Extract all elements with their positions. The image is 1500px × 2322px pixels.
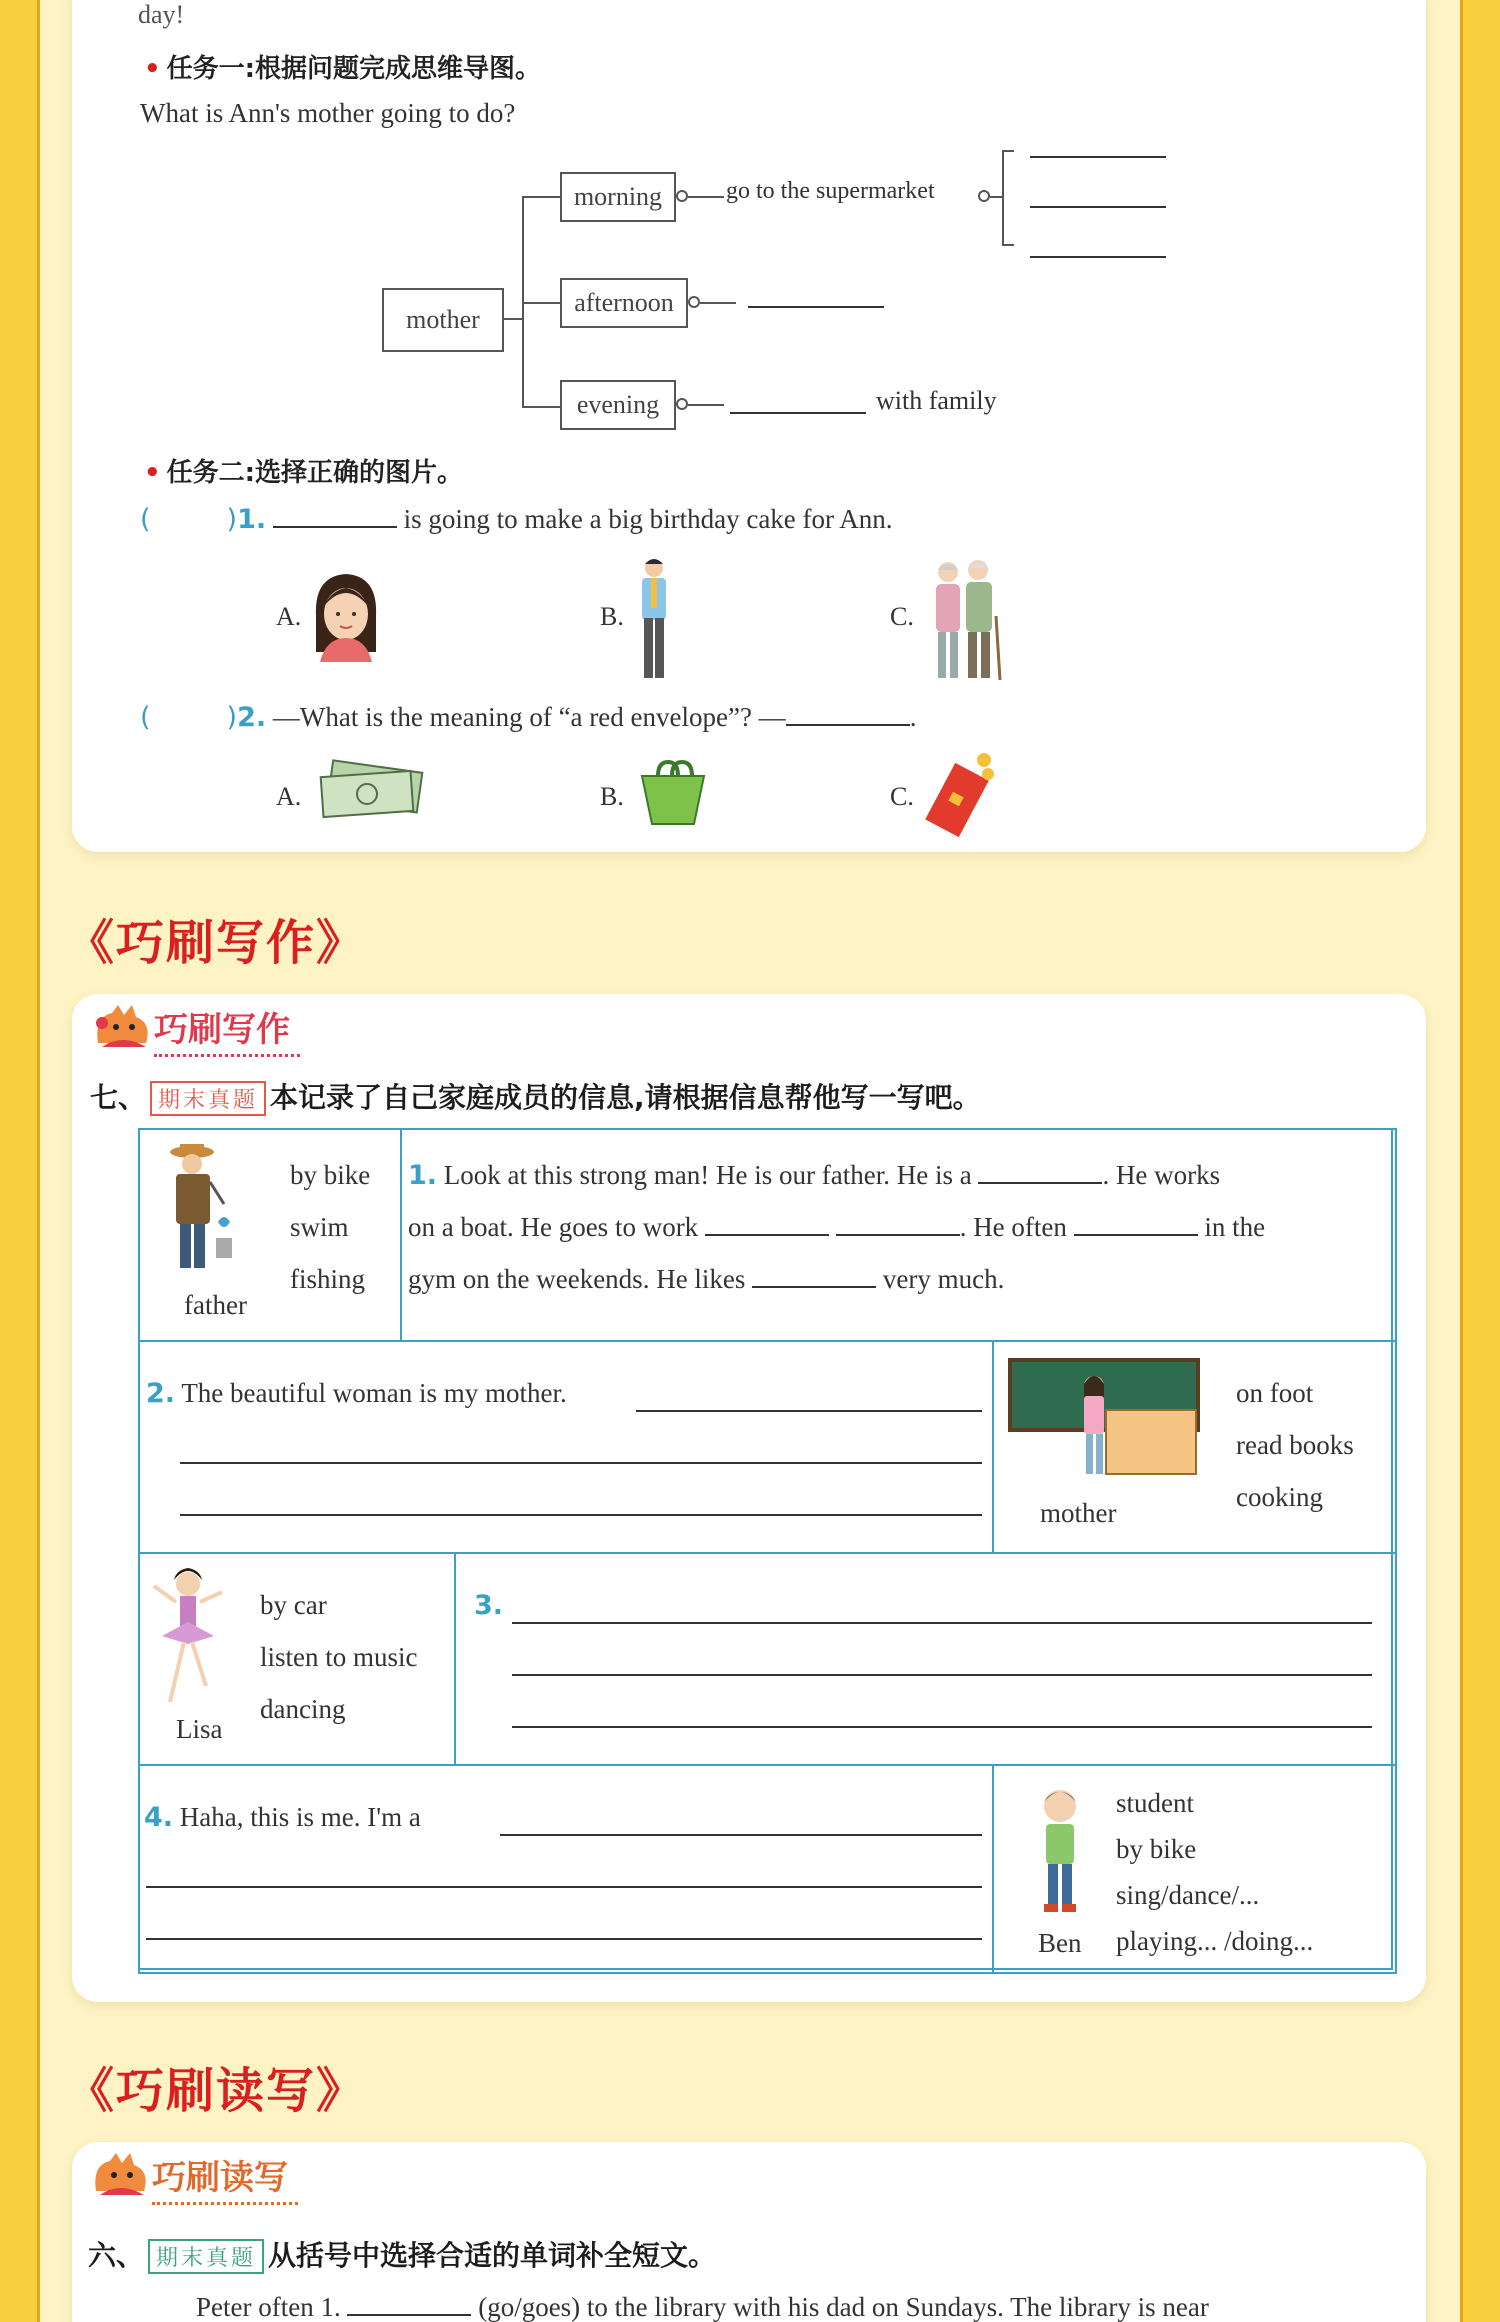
fill-blank[interactable]	[273, 506, 397, 528]
mindmap-bracket	[1002, 150, 1004, 246]
mindmap-connector	[522, 302, 562, 304]
option-b-label: B.	[600, 602, 624, 631]
reading-passage-line: Peter often 1. (go/goes) to the library with his dad on Sundays. The library is near	[196, 2292, 1209, 2322]
ben-info-cell	[992, 1764, 1397, 1974]
mindmap-answer-blank[interactable]	[730, 412, 866, 414]
paragraph-4-line-1: 4. Haha, this is me. I'm a	[144, 1802, 421, 1833]
lisa-label: Lisa	[176, 1714, 223, 1744]
money-picture[interactable]	[312, 758, 432, 824]
final-exam-tag: 期末真题	[150, 1081, 266, 1116]
father-hint-3: fishing	[290, 1264, 366, 1294]
mindmap-connector	[688, 404, 724, 406]
task-one-heading: • 任务一:根据问题完成思维导图。	[144, 54, 542, 84]
answer-choice-blank[interactable]	[151, 506, 227, 528]
writing-question-heading: 七、 期末真题 本记录了自己家庭成员的信息,请根据信息帮他写一写吧。	[90, 1081, 981, 1114]
mindmap-answer-blank[interactable]	[748, 306, 884, 308]
mindmap-morning-action: go to the supermarket	[726, 178, 935, 204]
fill-blank[interactable]	[836, 1214, 960, 1236]
writing-line[interactable]	[512, 1622, 1372, 1624]
fill-blank[interactable]	[1074, 1214, 1198, 1236]
bullet-icon: •	[144, 458, 161, 488]
question-1: ( )1. is going to make a big birthday cake for Ann.	[140, 504, 893, 535]
mindmap-bracket	[1002, 244, 1014, 246]
ben-hint-2: by bike	[1116, 1834, 1197, 1864]
fox-mascot-icon	[92, 1003, 154, 1051]
mother-classroom-picture	[1008, 1358, 1200, 1482]
answer-choice-blank[interactable]	[151, 704, 227, 726]
lisa-hint-1: by car	[260, 1590, 327, 1620]
ben-hint-3: sing/dance/...	[1116, 1880, 1260, 1910]
paragraph-1-line-3: gym on the weekends. He likes very much.	[408, 1264, 1005, 1294]
ben-picture	[1030, 1782, 1090, 1922]
reading-question-heading: 六、 期末真题 从括号中选择合适的单词补全短文。	[88, 2239, 717, 2272]
option-c-label: C.	[890, 782, 914, 811]
option-b-label: B.	[600, 782, 624, 811]
father-info-cell	[138, 1128, 402, 1342]
lisa-hint-2: listen to music	[260, 1642, 418, 1672]
question-2: ( )2. —What is the meaning of “a red envelope”? — .	[140, 702, 917, 733]
mother-info-cell	[992, 1340, 1397, 1554]
father-picture	[152, 1142, 238, 1282]
fragment-text: day!	[138, 0, 185, 29]
writing-badge: 巧刷写作	[92, 1002, 290, 1051]
paragraph-3-number: 3.	[474, 1590, 504, 1621]
grandparents-picture[interactable]	[924, 556, 1004, 682]
mindmap-root-box: mother	[382, 288, 504, 352]
mindmap-answer-blank[interactable]	[1030, 256, 1166, 258]
mindmap-bracket	[1002, 150, 1014, 152]
fill-blank[interactable]	[978, 1162, 1102, 1184]
writing-line[interactable]	[180, 1462, 982, 1464]
father-hint-1: by bike	[290, 1160, 371, 1190]
mindmap-answer-blank[interactable]	[1030, 206, 1166, 208]
mindmap-connector	[688, 196, 724, 198]
mother-hint-1: on foot	[1236, 1378, 1314, 1408]
mindmap-connector	[700, 302, 736, 304]
mindmap-evening-box: evening	[560, 380, 676, 430]
right-border-rail	[1460, 0, 1500, 2322]
bag-picture[interactable]	[636, 760, 710, 826]
paragraph-1-cell	[400, 1128, 1397, 1342]
lisa-info-cell	[138, 1552, 456, 1766]
bullet-icon: •	[144, 54, 161, 84]
option-a-label: A.	[276, 602, 302, 631]
paragraph-4-cell	[138, 1764, 994, 1974]
fill-blank[interactable]	[347, 2294, 471, 2316]
mindmap-node-circle	[688, 296, 700, 308]
writing-line[interactable]	[512, 1726, 1372, 1728]
mother-hint-2: read books	[1236, 1430, 1354, 1460]
family-info-table	[138, 1128, 1393, 1970]
fox-mascot-icon	[90, 2151, 152, 2199]
red-envelope-picture[interactable]	[924, 748, 1000, 844]
lisa-hint-3: dancing	[260, 1694, 346, 1724]
writing-line[interactable]	[512, 1674, 1372, 1676]
father-hint-2: swim	[290, 1212, 349, 1242]
writing-line[interactable]	[146, 1886, 982, 1888]
option-c-label: C.	[890, 602, 914, 631]
option-a-label: A.	[276, 782, 302, 811]
reading-section-title: 《巧刷读写》	[66, 2063, 367, 2119]
writing-line[interactable]	[180, 1514, 982, 1516]
mindmap-question: What is Ann's mother going to do?	[140, 98, 516, 128]
mindmap-node-circle	[676, 398, 688, 410]
writing-line[interactable]	[636, 1410, 982, 1412]
final-exam-tag: 期末真题	[148, 2239, 264, 2274]
paragraph-3-cell	[454, 1552, 1397, 1766]
writing-line[interactable]	[146, 1938, 982, 1940]
man-picture[interactable]	[634, 556, 674, 682]
mindmap-connector	[504, 318, 524, 320]
paragraph-2-cell	[138, 1340, 994, 1554]
writing-line[interactable]	[500, 1834, 982, 1836]
mindmap-morning-box: morning	[560, 172, 676, 222]
mother-hint-3: cooking	[1236, 1482, 1323, 1512]
mindmap-evening-suffix: with family	[876, 386, 997, 415]
father-label: father	[184, 1290, 247, 1320]
left-border-rail	[0, 0, 40, 2322]
fill-blank[interactable]	[752, 1266, 876, 1288]
fill-blank[interactable]	[705, 1214, 829, 1236]
reading-badge: 巧刷读写	[90, 2150, 288, 2199]
lisa-dancing-picture	[148, 1562, 228, 1712]
woman-picture[interactable]	[306, 566, 386, 662]
writing-section-title: 《巧刷写作》	[66, 915, 367, 971]
mindmap-connector	[522, 406, 562, 408]
ben-hint-1: student	[1116, 1788, 1194, 1818]
task-two-heading: • 任务二:选择正确的图片。	[144, 458, 464, 488]
mindmap-afternoon-box: afternoon	[560, 278, 688, 328]
fill-blank[interactable]	[786, 704, 910, 726]
ben-label: Ben	[1038, 1928, 1082, 1958]
paragraph-2-line-1: 2. The beautiful woman is my mother.	[146, 1378, 567, 1409]
mindmap-node-circle	[978, 190, 990, 202]
mother-label: mother	[1040, 1498, 1117, 1528]
mindmap-node-circle	[676, 190, 688, 202]
mindmap-connector	[522, 196, 562, 198]
mindmap-answer-blank[interactable]	[1030, 156, 1166, 158]
paragraph-1-line-1: 1. Look at this strong man! He is our father. He is a . He works	[408, 1160, 1221, 1191]
ben-hint-4: playing... /doing...	[1116, 1926, 1314, 1956]
paragraph-1-line-2: on a boat. He goes to work . He often in the	[408, 1212, 1266, 1242]
